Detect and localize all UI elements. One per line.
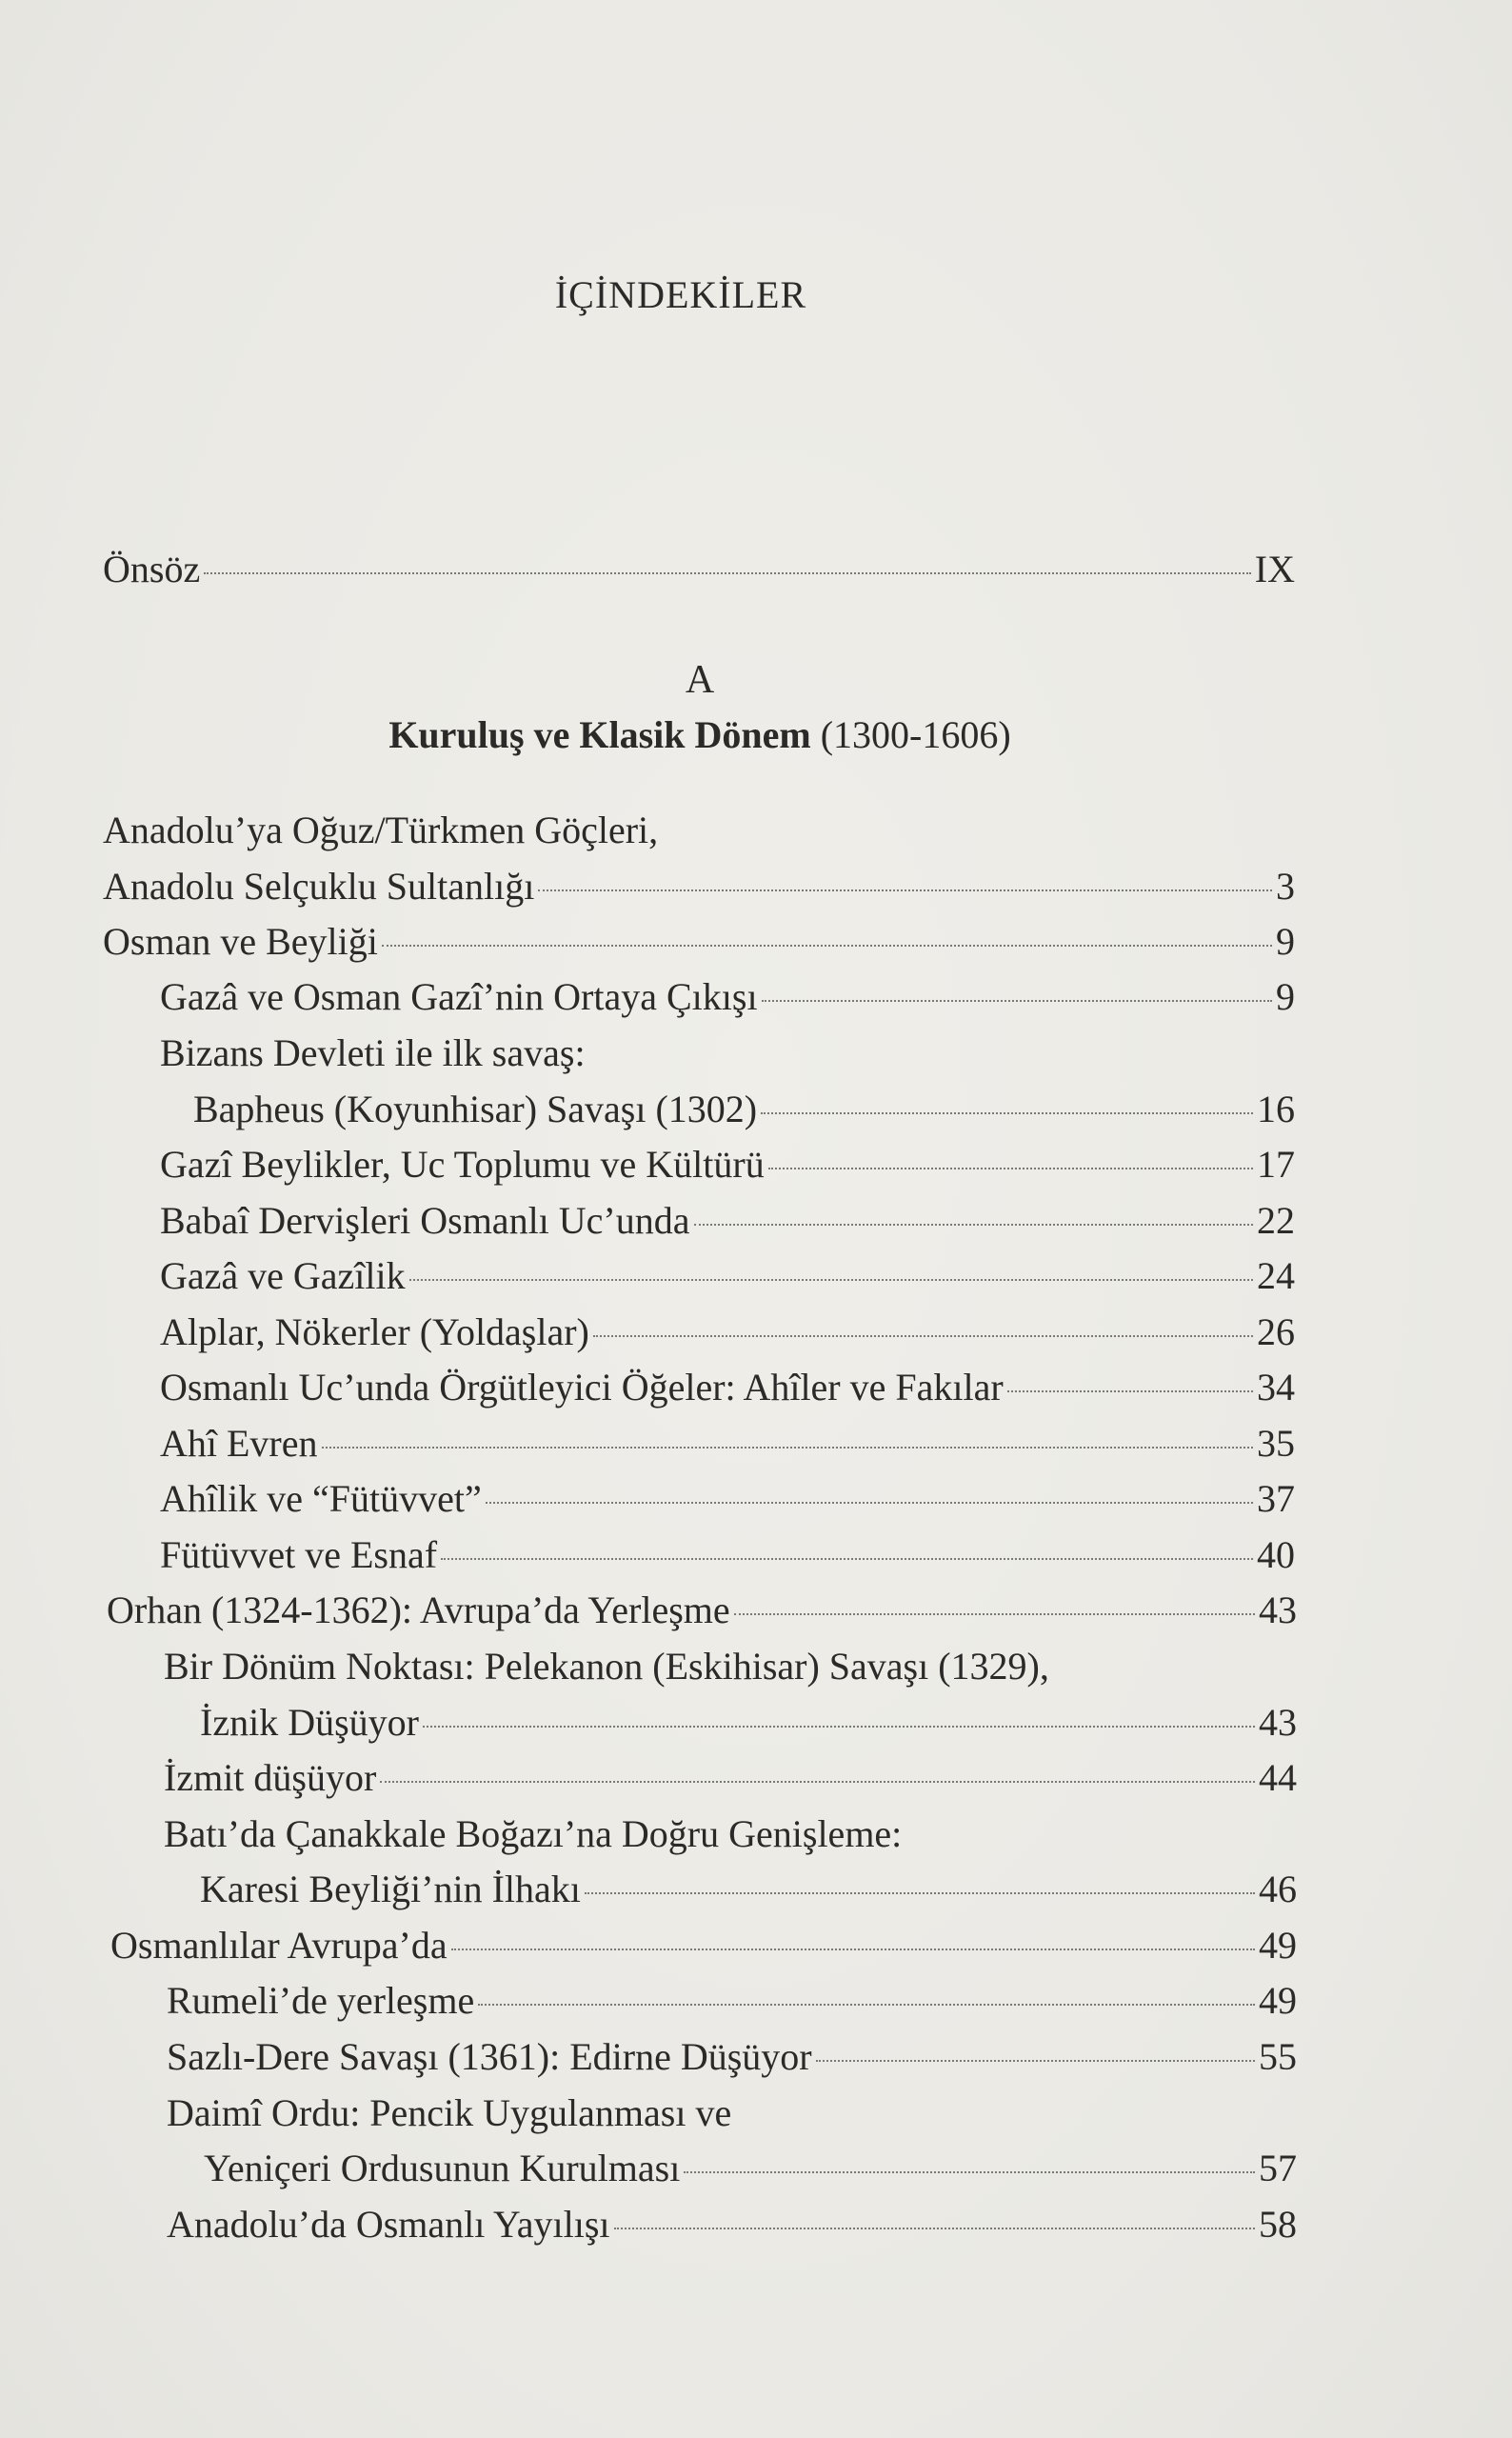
toc-entry-page: 49 <box>1259 1979 1297 2022</box>
toc-entry <box>160 1363 1295 1412</box>
toc-entry <box>200 1865 1297 1914</box>
toc-entry <box>160 1530 1295 1580</box>
section-title-years: (1300-1606) <box>820 713 1011 756</box>
toc-entry-title: Bapheus (Koyunhisar) Savaşı (1302) <box>193 1088 758 1130</box>
toc-entry-title: Ahî Evren <box>160 1422 318 1465</box>
toc-entry-page: 49 <box>1259 1924 1297 1967</box>
dot-leader <box>734 1613 1255 1615</box>
toc-entry <box>160 972 1295 1022</box>
toc-entry <box>160 1419 1295 1469</box>
dot-leader <box>816 2060 1255 2062</box>
dot-leader <box>441 1558 1253 1560</box>
dot-leader <box>538 889 1272 891</box>
toc-entry <box>167 2088 731 2138</box>
toc-entry-title: Bir Dönüm Noktası: Pelekanon (Eskihisar) Savaşı (1329), <box>164 1645 1049 1688</box>
toc-entry-title: Fütüvvet ve Esnaf <box>160 1533 438 1576</box>
toc-entry <box>160 1140 1295 1189</box>
toc-entry-page: 26 <box>1257 1310 1295 1353</box>
toc-entry-title: Alplar, Nökerler (Yoldaşlar) <box>160 1310 589 1353</box>
toc-entry <box>167 1976 1297 2026</box>
toc-entry-title: Anadolu’ya Oğuz/Türkmen Göçleri, <box>103 809 659 851</box>
dot-leader <box>761 1112 1253 1114</box>
toc-entry-title: Osman ve Beyliği <box>103 920 378 963</box>
toc-entry-page: 35 <box>1257 1422 1295 1465</box>
toc-entry <box>200 1698 1297 1748</box>
dot-leader <box>768 1168 1253 1169</box>
toc-entry <box>167 2200 1297 2249</box>
toc-entry-page: 17 <box>1257 1143 1295 1186</box>
toc-entry <box>164 1809 902 1859</box>
toc-entry-page: 37 <box>1257 1477 1295 1520</box>
section-title <box>0 712 1400 757</box>
dot-leader <box>614 2228 1255 2229</box>
toc-entry-page: 55 <box>1259 2035 1297 2078</box>
dot-leader <box>409 1279 1253 1281</box>
toc-entry-title: Anadolu’da Osmanlı Yayılışı <box>167 2203 610 2246</box>
toc-entry <box>107 1586 1297 1635</box>
dot-leader <box>1007 1390 1253 1392</box>
dot-leader <box>380 1781 1255 1783</box>
toc-entry-title: Daimî Ordu: Pencik Uygulanması ve <box>167 2091 732 2134</box>
dot-leader <box>451 1948 1255 1950</box>
toc-entry-title: Karesi Beyliği’nin İlhakı <box>200 1868 581 1910</box>
page-title: İÇİNDEKİLER <box>554 273 807 316</box>
toc-entry-title: Gazî Beylikler, Uc Toplumu ve Kültürü <box>160 1143 765 1186</box>
dot-leader <box>322 1447 1253 1449</box>
toc-entry-page: 3 <box>1276 865 1295 908</box>
toc-entry-title: Ahîlik ve “Fütüvvet” <box>160 1477 482 1520</box>
toc-entry-title: Batı’da Çanakkale Boğazı’na Doğru Genişleme: <box>164 1812 903 1855</box>
toc-entry-title: İznik Düşüyor <box>200 1701 419 1744</box>
dot-leader <box>204 572 1251 574</box>
toc-entry-title: Osmanlı Uc’unda Örgütleyici Öğeler: Ahîler ve Fakılar <box>160 1366 1004 1409</box>
dot-leader <box>684 2171 1255 2173</box>
dot-leader <box>762 1000 1272 1002</box>
dot-leader <box>382 945 1272 947</box>
toc-entry <box>164 1642 1049 1691</box>
toc-entry <box>160 1308 1295 1357</box>
dot-leader <box>478 2004 1255 2006</box>
toc-entry-title: Rumeli’de yerleşme <box>167 1979 475 2022</box>
toc-entry <box>160 1196 1295 1246</box>
dot-leader <box>486 1502 1253 1504</box>
toc-entry-page: 9 <box>1276 975 1295 1018</box>
toc-entry-page: 24 <box>1257 1254 1295 1297</box>
toc-entry-page: 58 <box>1259 2203 1297 2246</box>
toc-entry-page: 22 <box>1257 1199 1295 1242</box>
toc-entry <box>103 862 1295 911</box>
toc-entry-title: Sazlı-Dere Savaşı (1361): Edirne Düşüyor <box>167 2035 812 2078</box>
toc-entry-page: 34 <box>1257 1366 1295 1409</box>
toc-entry-page: 16 <box>1257 1088 1295 1130</box>
toc-entry-page: IX <box>1254 548 1295 590</box>
toc-entry-page: 46 <box>1259 1868 1297 1910</box>
section-title-text: Kuruluş ve Klasik Dönem <box>388 713 811 756</box>
dot-leader <box>593 1335 1253 1337</box>
toc-entry-page: 9 <box>1276 920 1295 963</box>
toc-entry <box>204 2144 1297 2193</box>
dot-leader <box>585 1892 1255 1894</box>
toc-entry <box>167 2032 1297 2082</box>
toc-entry <box>160 1251 1295 1301</box>
toc-entry-page: 43 <box>1259 1701 1297 1744</box>
toc-entry-title: İzmit düşüyor <box>164 1756 377 1799</box>
toc-entry-title: Orhan (1324-1362): Avrupa’da Yerleşme <box>107 1589 730 1631</box>
toc-entry <box>193 1085 1295 1134</box>
toc-entry-title: Osmanlılar Avrupa’da <box>110 1924 448 1967</box>
toc-entry-page: 57 <box>1259 2147 1297 2189</box>
toc-entry <box>103 917 1295 967</box>
toc-entry <box>160 1474 1295 1524</box>
toc-entry-title: Yeniçeri Ordusunun Kurulması <box>204 2147 681 2189</box>
toc-entry-title: Önsöz <box>103 548 201 590</box>
dot-leader <box>694 1224 1253 1226</box>
toc-entry <box>103 806 658 855</box>
toc-entry <box>164 1753 1297 1803</box>
toc-entry <box>110 1921 1297 1970</box>
toc-entry-title: Gazâ ve Osman Gazî’nin Ortaya Çıkışı <box>160 975 758 1018</box>
toc-entry-title: Bizans Devleti ile ilk savaş: <box>160 1031 586 1074</box>
toc-entry-title: Anadolu Selçuklu Sultanlığı <box>103 865 535 908</box>
toc-entry-preface <box>103 545 1295 594</box>
toc-entry <box>160 1029 586 1078</box>
toc-entry-title: Gazâ ve Gazîlik <box>160 1254 406 1297</box>
section-letter: A <box>685 658 715 702</box>
toc-entry-page: 44 <box>1259 1756 1297 1799</box>
dot-leader <box>423 1726 1255 1728</box>
toc-entry-title: Babaî Dervişleri Osmanlı Uc’unda <box>160 1199 690 1242</box>
toc-entry-page: 43 <box>1259 1589 1297 1631</box>
toc-entry-page: 40 <box>1257 1533 1295 1576</box>
